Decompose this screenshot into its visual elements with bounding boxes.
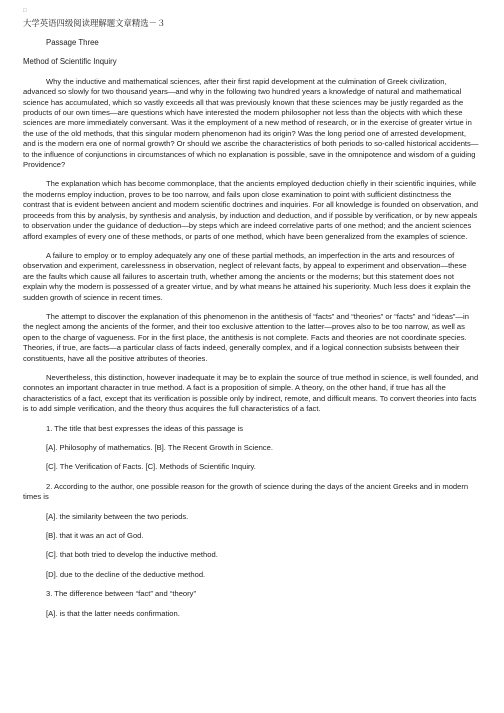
paragraph: Nevertheless, this distinction, however inadequate it may be to explain the source of true method in science, is well founded, and connotes an important character in true method. A fact is a proposition of simple. A theory, on the other hand, if true has all the characteristics of a fact, except that its verification is possible only by indirect, remote, and difficult means. To convert theories into facts is to add simple verification, and the theory thus acquires the full characteristics of a fact. [23, 372, 479, 414]
corner-mark: □ [23, 8, 27, 14]
question-option: [B]. that it was an act of God. [46, 531, 144, 541]
passage-title: Method of Scientific Inquiry [23, 57, 117, 67]
question-option: [A]. Philosophy of mathematics. [B]. The Recent Growth in Science. [46, 443, 273, 452]
paragraph: Why the inductive and mathematical sciences, after their first rapid development at the culmination of Greek civilization, advanced so slowly for two thousand years—and why in the following two hundred years a knowledge of natural and mathematical science has accumulated, which so vastly exceeds all that was previously known that these sciences may be justly regarded as the products of our own times—are questions which have interested the modern philosopher not less than the objects with which these sciences are more immediately conversant. Was it the employment of a new method of research, or in the exercise of greater virtue in the use of the old methods, that this singular modern phenomenon had its origin? Was the long period one of arrested development, and is the modern era one of normal growth? Or should we ascribe the characteristics of both periods to so-called historical accidents—to the influence of conjunctions in circumstances of which no explanation is possible, save in the omnipotence and wisdom of a guiding Providence? [23, 76, 479, 170]
question-stem: 1. The title that best expresses the ideas of this passage is [46, 423, 243, 433]
question-option: [A]. the similarity between the two periods. [46, 511, 189, 521]
paragraph: The explanation which has become commonplace, that the ancients employed deduction chiefly in their scientific inquiries, while the moderns employ induction, proves to be too narrow, and fails upon close examination to point with sufficient distinctness the contrast that is evident between ancient and modern scientific doctrines and inquiries. For all knowledge is founded on observation, and proceeds from this by analysis, by synthesis and analysis, by induction and deduction, and if possible by verification, or by new appeals to observation under the guidance of deduction—by steps which are indeed correlative parts of one method; and the ancient sciences afford examples of every one of these methods, or parts of one method, which have been generalized from the examples of science. [23, 179, 479, 241]
paragraph: The attempt to discover the explanation of this phenomenon in the antithesis of “facts” and “theories” or “facts” and “ideas”—in the neglect among the ancients of the former, and their too exclusive attention to the latter—proves also to be too narrow, as well as open to the charge of vagueness. For in the first place, the antithesis is not complete. Facts and theories are not coordinate species. Theories, if true, are facts—a particular class of facts indeed, generally complex, and if a logical connection subsists between their constituents, have all the positive attributes of theories. [23, 311, 469, 363]
passage-label: Passage Three [46, 38, 99, 47]
question-stem: 3. The difference between “fact” and “theory” [46, 589, 196, 599]
document-title: 大学英语四级阅读理解题文章精选－３ [23, 18, 166, 28]
paragraph: A failure to employ or to employ adequately any one of these partial methods, an imperfection in the arts and resources of observation and experiment, carelessness in observation, neglect of relevant facts, by appeal to experiment and observation—these are the faults which cause all failures to ascertain truth, whether among the ancients or the moderns; but this statement does not explain why the modern is possessed of a greater virtue, and by what means he attained his superiority. Much less does it explain the sudden growth of science in recent times. [23, 250, 471, 302]
question-option: [C]. The Verification of Facts. [C]. Methods of Scientific Inquiry. [46, 462, 256, 472]
question-option: [A]. is that the latter needs confirmation. [46, 608, 180, 618]
question-option: [C]. that both tried to develop the inductive method. [46, 550, 218, 560]
question-option: [D]. due to the decline of the deductive method. [46, 569, 206, 579]
question-stem: 2. According to the author, one possible reason for the growth of science during the days of the ancient Greeks and in modern times is [23, 481, 469, 502]
